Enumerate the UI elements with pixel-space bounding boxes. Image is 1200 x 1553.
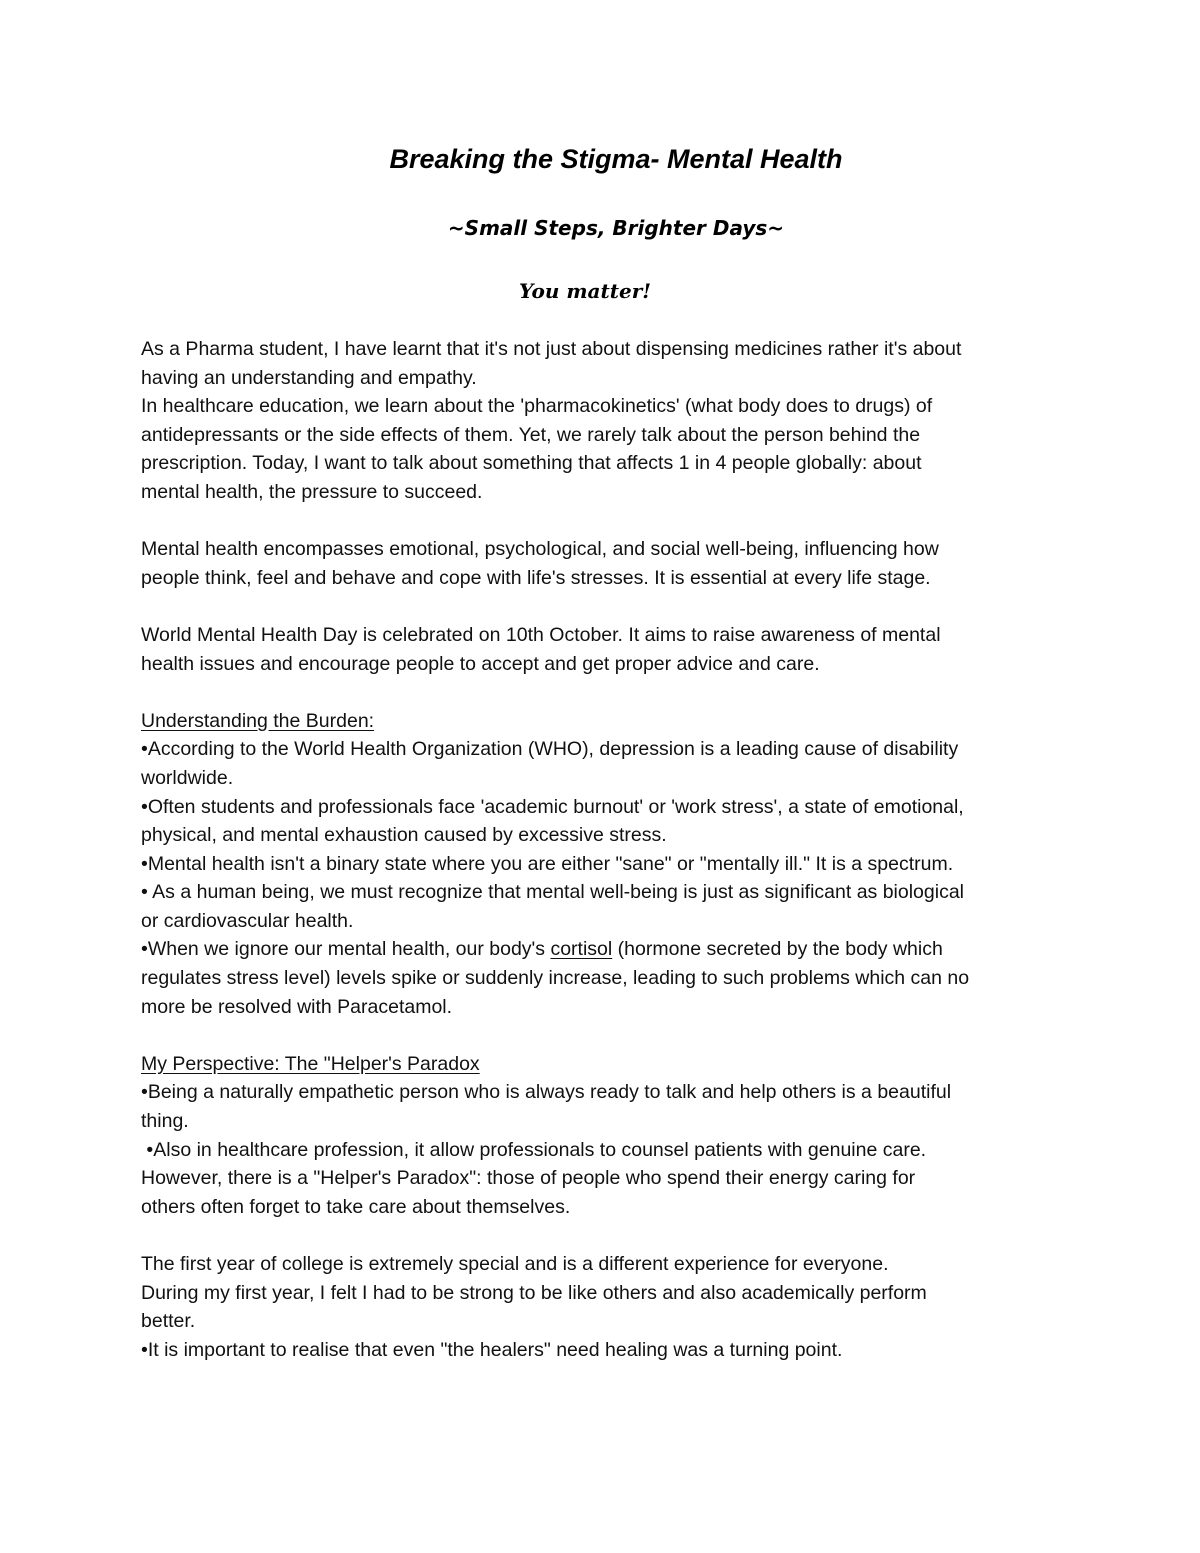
bullet-line: •According to the World Health Organization (WHO), depression is a leading cause of disability [141, 738, 959, 761]
document-subtitle: ~Small Steps, Brighter Days~ [447, 216, 785, 240]
intro-paragraph [141, 335, 1071, 507]
text-fragment: (hormone secreted by the body which [612, 938, 943, 961]
paragraph-gap [141, 1021, 1071, 1050]
text-line: prescription. Today, I want to talk about something that affects 1 in 4 people globally: about [141, 452, 922, 475]
bullet-line [141, 935, 1071, 964]
paragraph-gap [141, 592, 1071, 621]
world-day-paragraph [141, 621, 1071, 678]
text-line: more be resolved with Paracetamol. [141, 995, 453, 1018]
text-line: World Mental Health Day is celebrated on 10th October. It aims to raise awareness of mental [141, 623, 941, 646]
perspective-section [141, 1050, 1071, 1222]
document-body [141, 335, 1071, 1364]
paragraph-gap [141, 507, 1071, 536]
text-line: Mental health encompasses emotional, psychological, and social well-being, influencing how [141, 538, 939, 561]
bullet-line: •Being a naturally empathetic person who is always ready to talk and help others is a beautiful [141, 1081, 952, 1104]
bullet-line: •Mental health isn't a binary state where you are either "sane" or "mentally ill." It is a spectrum. [141, 852, 954, 875]
text-line: health issues and encourage people to accept and get proper advice and care. [141, 652, 820, 675]
document-tagline: You matter! [518, 279, 652, 303]
section-heading-text: My Perspective: The "Helper's Paradox [141, 1052, 480, 1075]
text-line: regulates stress level) levels spike or suddenly increase, leading to such problems which can no [141, 967, 970, 990]
text-line: better. [141, 1310, 196, 1333]
text-line: However, there is a "Helper's Paradox": those of people who spend their energy caring for [141, 1167, 916, 1190]
text-line: In healthcare education, we learn about the 'pharmacokinetics' (what body does to drugs) of [141, 395, 933, 418]
college-paragraph [141, 1250, 1071, 1364]
text-line: or cardiovascular health. [141, 909, 354, 932]
text-line: mental health, the pressure to succeed. [141, 480, 483, 503]
text-line: worldwide. [141, 766, 234, 789]
bullet-line: •Also in healthcare profession, it allow professionals to counsel patients with genuine care. [141, 1138, 927, 1161]
cortisol-term: cortisol [550, 938, 613, 961]
bullet-line: •It is important to realise that even "the healers" need healing was a turning point. [141, 1338, 843, 1361]
document-title: Breaking the Stigma- Mental Health [389, 144, 843, 174]
text-fragment: •When we ignore our mental health, our body's [141, 938, 551, 961]
text-line: The first year of college is extremely special and is a different experience for everyone. [141, 1253, 889, 1275]
paragraph-gap [141, 1221, 1071, 1250]
text-line: physical, and mental exhaustion caused by excessive stress. [141, 824, 667, 847]
section-heading-text: Understanding the Burden: [141, 709, 375, 732]
text-line: During my first year, I felt I had to be strong to be like others and also academically perform [141, 1281, 927, 1304]
text-line: people think, feel and behave and cope with life's stresses. It is essential at every life stage. [141, 566, 931, 589]
definition-paragraph [141, 535, 1071, 592]
burden-heading [141, 707, 1071, 736]
bullet-line: •Often students and professionals face 'academic burnout' or 'work stress', a state of emotional, [141, 795, 964, 818]
text-line: antidepressants or the side effects of them. Yet, we rarely talk about the person behind the [141, 423, 921, 446]
perspective-heading [141, 1050, 1071, 1079]
text-line: thing. [141, 1110, 189, 1133]
paragraph-gap [141, 678, 1071, 707]
text-line: having an understanding and empathy. [141, 366, 477, 389]
burden-section [141, 707, 1071, 1022]
text-line: As a Pharma student, I have learnt that it's not just about dispensing medicines rather it's about [141, 338, 962, 360]
bullet-line: • As a human being, we must recognize that mental well-being is just as significant as biological [141, 881, 965, 904]
text-line: others often forget to take care about themselves. [141, 1195, 571, 1218]
